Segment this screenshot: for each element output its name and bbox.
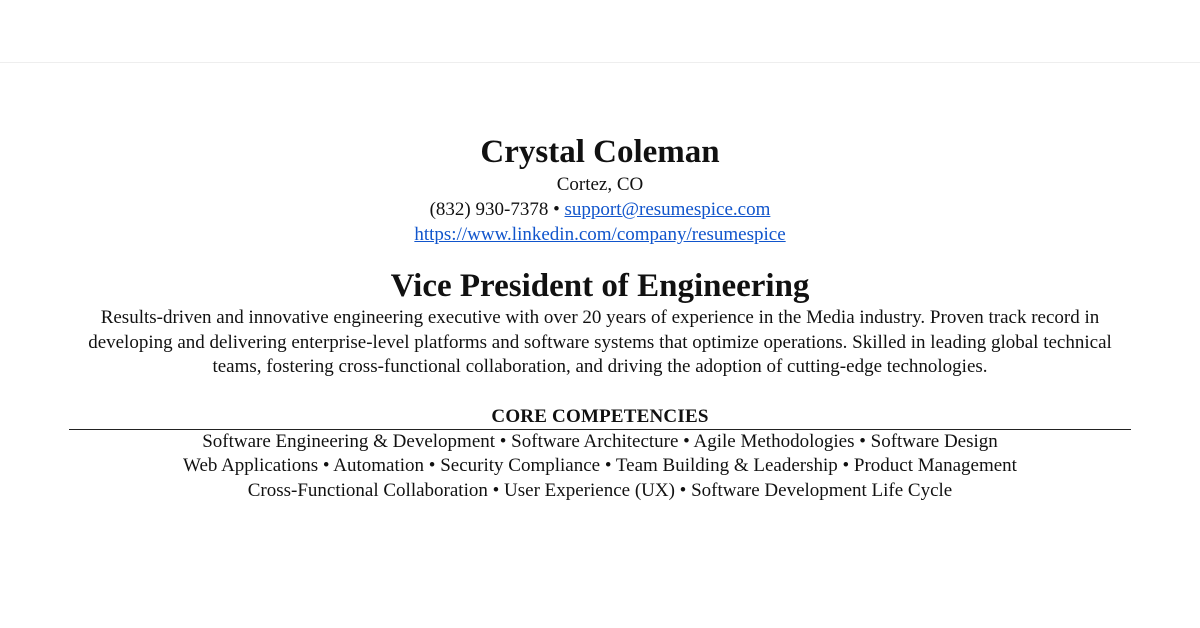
- candidate-name: Crystal Coleman: [480, 134, 720, 170]
- linkedin-link[interactable]: https://www.linkedin.com/company/resumespice: [414, 224, 786, 245]
- core-competencies-heading: CORE COMPETENCIES: [491, 405, 709, 427]
- professional-summary: Results-driven and innovative engineering executive with over 20 years of experience in the Media industry. Proven track record in developing and delivering enterprise-level platforms and software systems that optimize operations. Skilled in leading global technical teams, fostering cross-functional collaboration, and driving the adoption of cutting-edge technologies.: [88, 307, 1112, 377]
- contact-line: [0, 197, 1200, 222]
- competency-line: Cross-Functional Collaboration • User Experience (UX) • Software Development Life Cycle: [247, 479, 953, 501]
- candidate-location: Cortez, CO: [556, 174, 644, 195]
- linkedin-line: [0, 222, 1200, 247]
- resume-document: [0, 132, 1200, 503]
- core-competencies-section: [0, 405, 1200, 504]
- page-top-divider: [0, 62, 1200, 63]
- contact-separator: •: [548, 199, 565, 220]
- competency-line: Web Applications • Automation • Security Compliance • Team Building & Leadership • Product Management: [183, 455, 1017, 476]
- job-title: Vice President of Engineering: [390, 268, 810, 304]
- competencies-list: [0, 430, 1200, 504]
- email-link[interactable]: support@resumespice.com: [564, 199, 771, 220]
- competency-line: Software Engineering & Development • Software Architecture • Agile Methodologies • Software Design: [202, 430, 998, 452]
- phone-number: (832) 930-7378: [429, 199, 549, 220]
